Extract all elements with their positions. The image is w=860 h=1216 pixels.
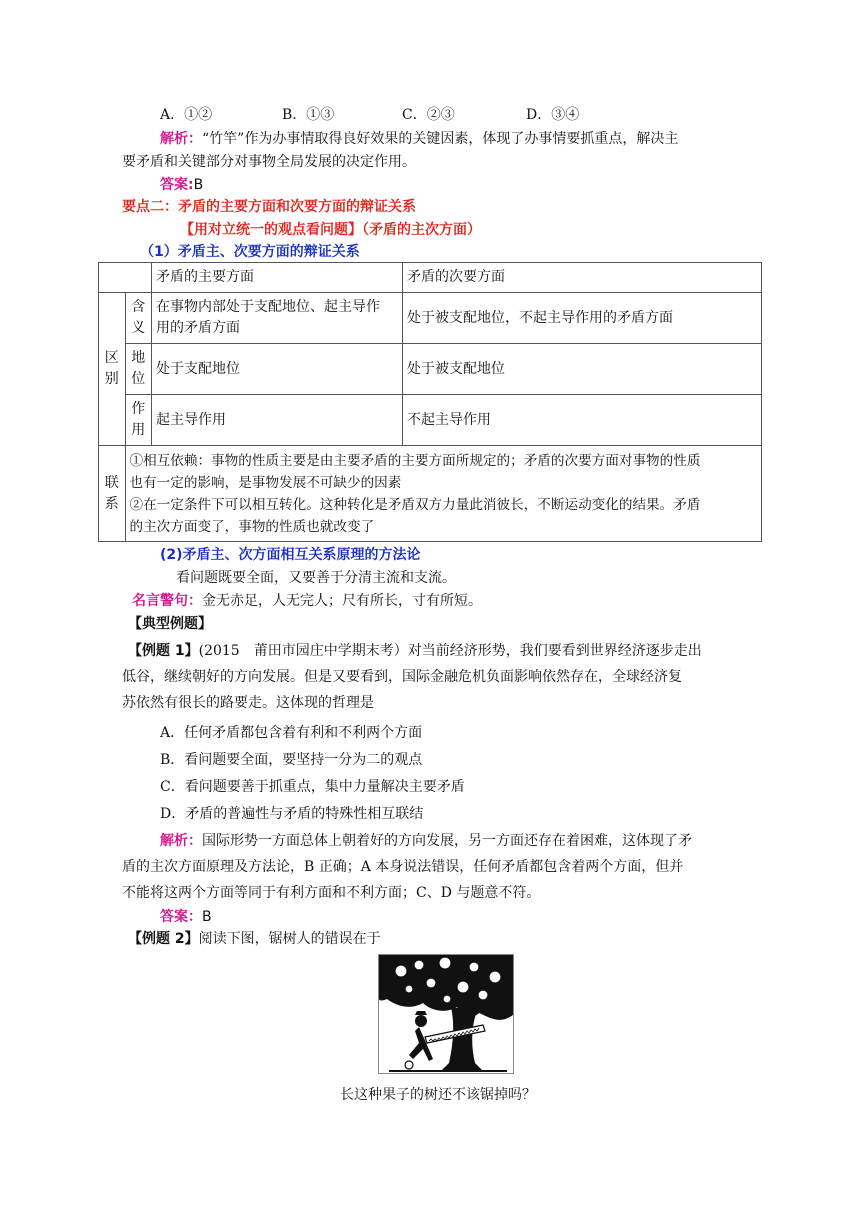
table-cell-connection: [125, 446, 762, 542]
ex1-analysis-text1: 国际形势一方面总体上朝着好的方向发展，另一方面还存在着困难，这体现了矛: [202, 833, 692, 849]
figure-caption: 长这种果子的树还不该锯掉吗？: [340, 1087, 536, 1103]
ex2-label: 【例题 2】: [128, 931, 199, 947]
cell-line: 用的矛盾方面: [156, 320, 240, 336]
ex1-analysis-line1: [160, 830, 692, 852]
q0-option-b: B．①③: [282, 107, 335, 123]
table-corner-cell: [99, 263, 152, 293]
table-cell-secondary-meaning: 处于被支配地位，不起主导作用的矛盾方面: [403, 293, 762, 344]
point2-heading: 要点二：矛盾的主要方面和次要方面的辩证关系: [122, 199, 416, 215]
table-cell-main-meaning: [152, 293, 403, 344]
table-group-connection: [99, 446, 126, 542]
ex1-answer-value: B: [202, 909, 212, 925]
table-cell-main-function: 起主导作用: [152, 395, 403, 446]
ex1-stem-line3: 苏依然有很长的路要走。这体现的哲理是: [122, 695, 374, 711]
ex2-stem: [128, 928, 381, 950]
section2-heading: (2)矛盾主、次方面相互关系原理的方法论: [160, 547, 421, 563]
table-header-secondary: 矛盾的次要方面: [403, 263, 762, 293]
connection-line: ②在一定条件下可以相互转化。这种转化是矛盾双方力量此消彼长，不断运动变化的结果。矛盾: [129, 496, 701, 513]
q0-option-a: A．①②: [160, 107, 213, 123]
q0-answer-value: B: [193, 177, 204, 193]
q0-analysis-text1: “竹竿”作为办事情取得良好效果的关键因素，体现了办事情要抓重点，解决主: [202, 131, 679, 147]
table-group-difference: [99, 293, 126, 446]
table-row-label-status: [125, 344, 152, 395]
comparison-table: [98, 262, 762, 542]
row-label-text: 作用: [131, 401, 146, 438]
connection-line: ①相互依赖：事物的性质主要是由主要矛盾的主要方面所规定的；矛盾的次要方面对事物的性质: [129, 452, 701, 469]
section1-heading: （1）矛盾主、次要方面的辩证关系: [140, 244, 360, 260]
section2-text: 看问题既要全面，又要善于分清主流和支流。: [176, 570, 456, 586]
ex1-label: 【例题 1】: [128, 643, 199, 659]
q0-answer: [160, 174, 203, 196]
ex1-analysis-label: 解析：: [160, 833, 202, 849]
quote-label: 名言警句：: [132, 593, 202, 609]
ex1-option-a: A．任何矛盾都包含着有利和不利两个方面: [160, 725, 423, 741]
ex1-option-c: C．看问题要善于抓重点，集中力量解决主要矛盾: [160, 779, 465, 795]
table-group-connection-label: 联系: [104, 474, 119, 512]
q0-analysis-line1: [160, 128, 678, 150]
quote: [132, 590, 482, 612]
point2-subheading: 【用对立统一的观点看问题】（矛盾的主次方面）: [180, 222, 481, 238]
ex1-analysis-line3: 不能将这两个方面等同于有利方面和不利方面；C、D 与题意不符。: [122, 885, 541, 901]
examples-heading: 【典型例题】: [128, 616, 212, 632]
tree-sawing-cartoon: [378, 954, 514, 1074]
ex1-answer-label: 答案：: [160, 909, 202, 925]
q0-analysis-label: 解析：: [160, 131, 202, 147]
ex1-stem-line2: 低谷，继续朝好的方向发展。但是又要看到，国际金融危机负面影响依然存在，全球经济复: [122, 669, 682, 685]
ex1-answer: [160, 906, 212, 928]
ex1-stem-text1: (2015 莆田市园庄中学期末考）对当前经济形势，我们要看到世界经济逐步走出: [198, 643, 702, 659]
ex1-stem-line1: [128, 640, 702, 662]
cell-line: 在事物内部处于支配地位、起主导作: [156, 299, 380, 315]
q0-option-c: C．②③: [402, 107, 455, 123]
q0-analysis-line2: 要矛盾和关键部分对事物全局发展的决定作用。: [122, 154, 416, 170]
ex1-option-b: B．看问题要全面，要坚持一分为二的观点: [160, 752, 423, 768]
q0-option-d: D．③④: [526, 107, 580, 123]
tree-sawing-illustration: [379, 955, 513, 1073]
table-header-main: 矛盾的主要方面: [152, 263, 403, 293]
connection-line: 的主次方面变了，事物的性质也就改变了: [129, 518, 375, 535]
table-cell-secondary-status: 处于被支配地位: [403, 344, 762, 395]
row-label-text: 含义: [131, 299, 146, 336]
table-cell-main-status: 处于支配地位: [152, 344, 403, 395]
ex1-analysis-line2: 盾的主次方面原理及方法论，B 正确；A 本身说法错误，任何矛盾都包含着两个方面，但并: [122, 859, 684, 875]
row-label-text: 地位: [131, 350, 146, 387]
connection-line: 也有一定的影响，是事物发展不可缺少的因素: [129, 474, 402, 491]
quote-text: 金无赤足，人无完人；尺有所长，寸有所短。: [202, 593, 482, 609]
table-cell-secondary-function: 不起主导作用: [403, 395, 762, 446]
ex2-stem-text: 阅读下图，锯树人的错误在于: [198, 931, 381, 947]
table-row-label-function: [125, 395, 152, 446]
ex1-option-d: D．矛盾的普遍性与矛盾的特殊性相互联结: [160, 806, 424, 822]
table-row-label-meaning: [125, 293, 152, 344]
table-group-difference-label: 区别: [104, 350, 119, 387]
q0-answer-label: 答案:: [160, 177, 194, 193]
